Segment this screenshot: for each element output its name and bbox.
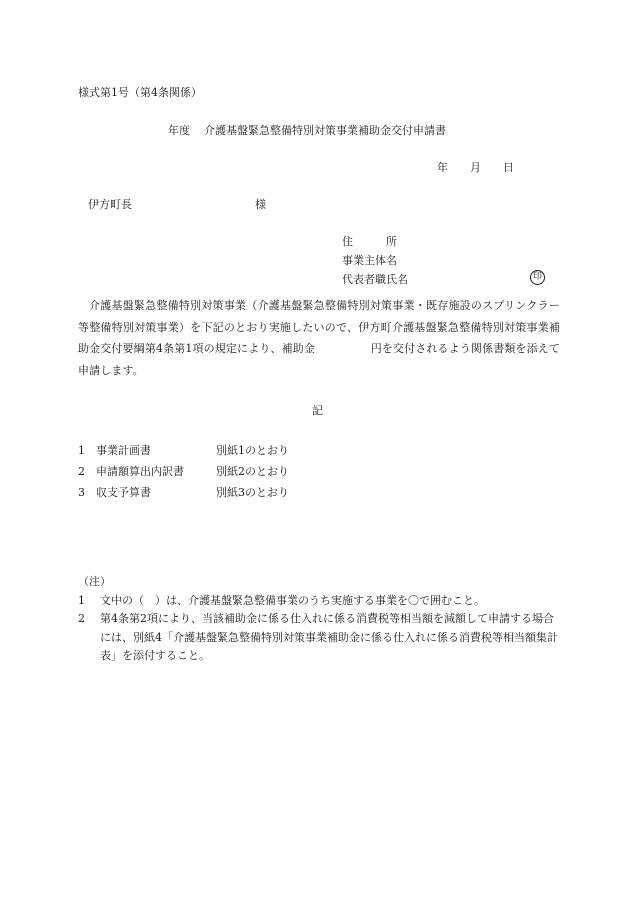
date-day: 日 <box>503 161 514 174</box>
addressee-honorific: 様 <box>255 198 266 211</box>
attachment-item-ref: 別紙2のとおり <box>216 465 289 478</box>
attachment-item-number: 1 <box>78 444 85 457</box>
applicant-representative-label: 代表者職氏名 <box>342 273 408 286</box>
attachment-item-number: 2 <box>78 465 85 478</box>
form-number: 様式第1号（第4条関係） <box>78 86 202 99</box>
document-title <box>168 124 446 138</box>
note-number: 1 <box>78 593 85 607</box>
date-line <box>437 161 514 175</box>
attachment-item <box>78 461 289 482</box>
attachment-item-title: 申請額算出内訳書 <box>96 465 184 478</box>
note-item <box>78 592 558 611</box>
attachment-item-title: 事業計画書 <box>96 444 151 457</box>
date-month: 月 <box>470 161 481 174</box>
attachment-item-number: 3 <box>78 486 85 499</box>
note-number: 2 <box>78 612 85 625</box>
title-year-label: 年度 <box>168 124 190 137</box>
attachment-item <box>78 482 289 503</box>
attachment-item <box>78 440 289 461</box>
notes-section <box>78 573 558 666</box>
note-text: 文中の（ ）は、介護基盤緊急整備事業のうち実施する事業を〇で囲むこと。 <box>100 593 485 607</box>
attachment-item-title: 収支予算書 <box>96 486 151 499</box>
note-item <box>78 610 558 666</box>
note-text: 第4条第2項により、当該補助金に係る仕入れに係る消費税等相当額を減額して申請する場合には、別紙4「介護基盤緊急整備特別対策事業補助金に係る仕入れに係る消費税等相当額集計表」を添付すること。 <box>100 612 558 662</box>
attachment-list <box>78 440 289 503</box>
ki-heading: 記 <box>312 404 323 417</box>
date-year: 年 <box>437 161 448 174</box>
title-name: 介護基盤緊急整備特別対策事業補助金交付申請書 <box>204 124 446 137</box>
attachment-item-ref: 別紙3のとおり <box>216 486 289 499</box>
applicant-address-label: 住 所 <box>342 235 397 248</box>
application-body-text: 介護基盤緊急整備特別対策事業（介護基盤緊急整備特別対策事業・既存施設のスプリンクラー等整備特別対策事業）を下記のとおり実施したいので、伊方町介護基盤緊急整備特別対策事業補助金交付要綱第4条第1項の規定により、補助金 円を交付されるよう関係書類を添えて申請します。 <box>78 299 560 377</box>
seal-mark: 印 <box>530 270 545 285</box>
applicant-entity-label: 事業主体名 <box>342 254 397 267</box>
addressee-name: 伊方町長 <box>88 198 132 211</box>
notes-heading: （注） <box>78 575 111 588</box>
attachment-item-ref: 別紙1のとおり <box>216 444 289 457</box>
